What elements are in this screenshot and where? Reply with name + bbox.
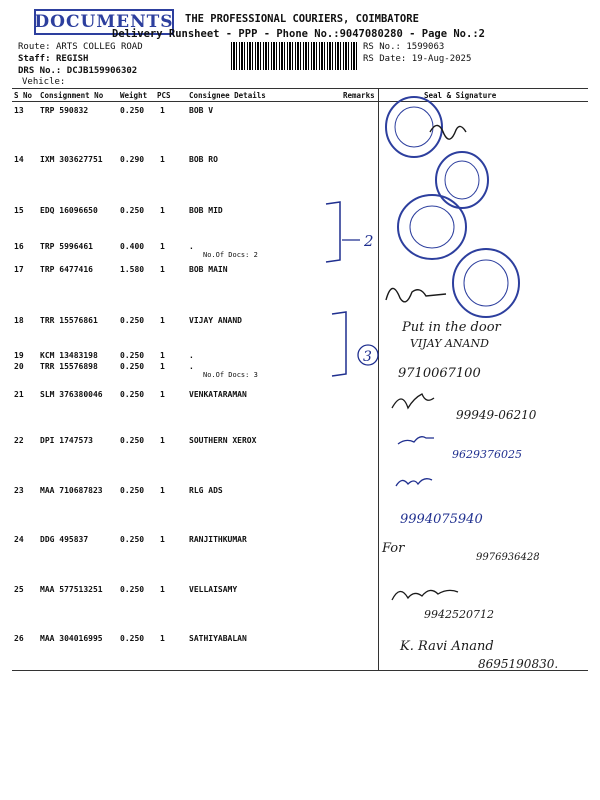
cell-sno: 26 xyxy=(14,634,24,643)
rs-date-label: RS Date: xyxy=(363,54,407,64)
cell-sno: 24 xyxy=(14,535,24,544)
documents-stamp: DOCUMENTS xyxy=(34,9,174,35)
cell-consignment-no: TRP 590832 xyxy=(40,106,89,115)
cell-weight: 0.250 xyxy=(120,351,145,360)
cell-pcs: 1 xyxy=(160,206,165,215)
cell-weight: 0.400 xyxy=(120,242,145,251)
cell-sno: 18 xyxy=(14,316,24,325)
cell-consignee: VELLAISAMY xyxy=(189,585,238,594)
cell-sno: 25 xyxy=(14,585,24,594)
handwritten-number: 2 xyxy=(364,232,374,250)
vehicle-label: Vehicle: xyxy=(22,77,66,87)
cell-sno: 15 xyxy=(14,206,24,215)
cell-consignee: VIJAY ANAND xyxy=(189,316,242,325)
rs-no-label: RS No.: xyxy=(363,42,401,52)
bank-seal-stamp xyxy=(436,152,488,208)
cell-pcs: 1 xyxy=(160,155,165,164)
col-seal-header: Seal & Signature xyxy=(424,91,497,100)
cell-sno: 22 xyxy=(14,436,24,445)
cell-sno: 13 xyxy=(14,106,24,115)
cell-weight: 0.250 xyxy=(120,486,145,495)
cell-weight: 0.250 xyxy=(120,206,145,215)
cell-consignee: RANJITHKUMAR xyxy=(189,535,247,544)
cell-sno: 23 xyxy=(14,486,24,495)
cell-consignee: BOB MAIN xyxy=(189,265,228,274)
cell-consignee: VENKATARAMAN xyxy=(189,390,247,399)
signature xyxy=(392,590,458,600)
cell-consignee: SOUTHERN XEROX xyxy=(189,436,257,445)
cell-consignment-no: DDG 495837 xyxy=(40,535,89,544)
cell-consignee: . xyxy=(189,351,194,360)
handwritten-note: For xyxy=(382,541,405,556)
signature xyxy=(386,288,446,301)
cell-consignee: . xyxy=(189,242,194,251)
cell-consignee: . xyxy=(189,362,194,371)
company-title: THE PROFESSIONAL COURIERS, COIMBATORE xyxy=(185,13,419,25)
cell-pcs: 1 xyxy=(160,362,165,371)
signature xyxy=(398,437,434,444)
cell-weight: 0.250 xyxy=(120,316,145,325)
handwritten-phone: 9976936428 xyxy=(476,552,540,563)
cell-pcs: 1 xyxy=(160,351,165,360)
cell-weight: 0.250 xyxy=(120,535,145,544)
handwritten-phone: 9942520712 xyxy=(424,608,494,621)
cell-weight: 0.250 xyxy=(120,106,145,115)
col-consignment-header: Consignment No xyxy=(40,91,104,100)
cell-consignment-no: SLM 376380046 xyxy=(40,390,103,399)
rs-no-value: 1599063 xyxy=(406,42,445,52)
cell-consignment-no: IXM 303627751 xyxy=(40,155,103,164)
signature xyxy=(392,394,434,408)
no-of-docs-note: No.Of Docs: 2 xyxy=(203,251,258,259)
cell-pcs: 1 xyxy=(160,436,165,445)
col-remarks-header: Remarks xyxy=(343,91,375,100)
handwritten-phone: 8695190830. xyxy=(478,657,559,671)
col-consignee-header: Consignee Details xyxy=(189,91,266,100)
cell-consignment-no: TRR 15576861 xyxy=(40,316,98,325)
cell-pcs: 1 xyxy=(160,316,165,325)
cell-consignment-no: EDQ 16096650 xyxy=(40,206,98,215)
cell-consignee: RLG ADS xyxy=(189,486,223,495)
col-pcs-header: PCS xyxy=(157,91,171,100)
cell-pcs: 1 xyxy=(160,106,165,115)
bracket-mark xyxy=(326,202,340,262)
rs-date-value: 19-Aug-2025 xyxy=(411,54,472,64)
cell-weight: 0.250 xyxy=(120,390,145,399)
cell-consignment-no: MAA 304016995 xyxy=(40,634,103,643)
cell-consignment-no: TRP 6477416 xyxy=(40,265,93,274)
cell-sno: 21 xyxy=(14,390,24,399)
cell-sno: 14 xyxy=(14,155,24,164)
drs-label: DRS No.: xyxy=(18,66,62,76)
bracket-mark xyxy=(332,312,346,376)
cell-consignee: BOB RO xyxy=(189,155,218,164)
cell-sno: 20 xyxy=(14,362,24,371)
route-value: ARTS COLLEG ROAD xyxy=(55,42,143,52)
cell-pcs: 1 xyxy=(160,585,165,594)
route-label: Route: xyxy=(18,42,51,52)
handwritten-note: VIJAY ANAND xyxy=(410,337,489,350)
runsheet-title: Delivery Runsheet - PPP - Phone No.:9047080280 - Page No.:2 xyxy=(112,28,485,40)
handwritten-phone: 99949-06210 xyxy=(456,408,537,422)
cell-weight: 0.250 xyxy=(120,362,145,371)
cell-pcs: 1 xyxy=(160,242,165,251)
handwritten-note: Put in the door xyxy=(402,320,501,335)
handwritten-phone: 9994075940 xyxy=(400,512,483,527)
signature xyxy=(396,479,432,486)
handwritten-number: 3 xyxy=(363,349,372,365)
bank-seal-stamp xyxy=(398,195,466,259)
handwritten-phone: 9710067100 xyxy=(398,366,481,381)
cell-consignment-no: MAA 710687823 xyxy=(40,486,103,495)
bank-seal-stamp xyxy=(453,249,519,317)
signature xyxy=(430,125,466,139)
cell-pcs: 1 xyxy=(160,634,165,643)
staff-value: REGISH xyxy=(55,54,89,64)
cell-pcs: 1 xyxy=(160,486,165,495)
cell-consignee: BOB MID xyxy=(189,206,223,215)
cell-pcs: 1 xyxy=(160,265,165,274)
cell-consignee: SATHIYABALAN xyxy=(189,634,247,643)
cell-consignment-no: DPI 1747573 xyxy=(40,436,93,445)
cell-weight: 1.580 xyxy=(120,265,145,274)
cell-weight: 0.250 xyxy=(120,585,145,594)
cell-sno: 17 xyxy=(14,265,24,274)
col-weight-header: Weight xyxy=(120,91,148,100)
cell-consignment-no: KCM 13483198 xyxy=(40,351,98,360)
no-of-docs-note: No.Of Docs: 3 xyxy=(203,371,258,379)
cell-consignee: BOB V xyxy=(189,106,214,115)
cell-consignment-no: TRP 5996461 xyxy=(40,242,93,251)
drs-value: DCJB159906302 xyxy=(66,66,138,76)
handwritten-note: K. Ravi Anand xyxy=(400,639,494,654)
cell-consignment-no: MAA 577513251 xyxy=(40,585,103,594)
cell-pcs: 1 xyxy=(160,535,165,544)
cell-pcs: 1 xyxy=(160,390,165,399)
cell-weight: 0.250 xyxy=(120,634,145,643)
cell-weight: 0.290 xyxy=(120,155,145,164)
cell-consignment-no: TRR 15576898 xyxy=(40,362,98,371)
cell-weight: 0.250 xyxy=(120,436,145,445)
col-sno-header: S No xyxy=(14,91,33,100)
cell-sno: 16 xyxy=(14,242,24,251)
handwritten-phone: 9629376025 xyxy=(452,448,522,461)
staff-label: Staff: xyxy=(18,54,51,64)
cell-sno: 19 xyxy=(14,351,24,360)
